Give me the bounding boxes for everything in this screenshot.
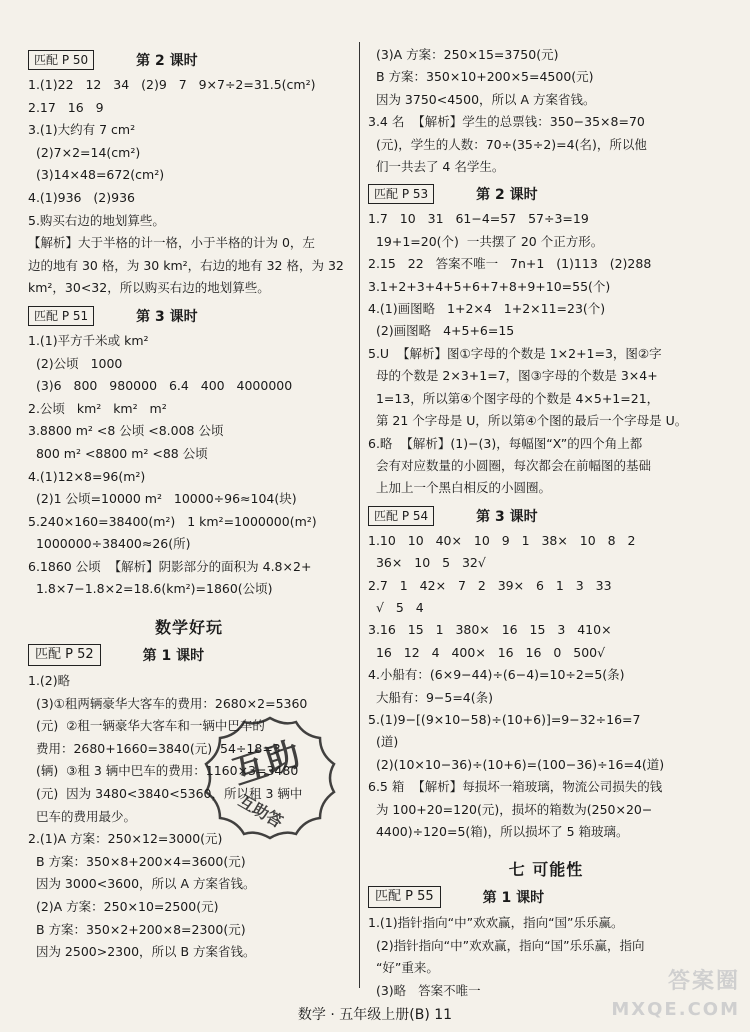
answer-line: (2)1 公顷=10000 m² 10000÷96≈104(块)	[28, 491, 297, 507]
answer-line: “好”重来。	[368, 960, 439, 976]
answer-line: 5.购买右边的地划算些。	[28, 212, 165, 228]
answer-line: 5.(1)9−[(9×10−58)÷(10+6)]=9−32÷16=7	[368, 711, 641, 727]
answer-line: 4.小船有：(6×9−44)÷(6−4)=10÷2=5(条)	[368, 667, 625, 683]
answer-line: 上加上一个黑白相反的小圆圈。	[368, 480, 551, 496]
lesson-header	[28, 306, 350, 326]
answer-line: 费用：2680+1660=3840(元) 54÷18=3	[28, 740, 281, 756]
answer-line: (3)①租两辆豪华大客车的费用：2680×2=5360	[28, 695, 308, 711]
answer-line: 1000000÷38400≈26(所)	[28, 536, 191, 552]
answer-line: 2.公顷 km² km² m²	[28, 400, 167, 416]
answer-line: 6.1860 公顷 【解析】阴影部分的面积为 4.8×2+	[28, 558, 312, 574]
answer-line: B 方案：350×2+200×8=2300(元)	[28, 921, 246, 937]
answer-line: 36× 10 5 32√	[368, 555, 486, 571]
page-ref-tag: 匹配 P 54	[368, 506, 434, 526]
answer-line: 【解析】大于半格的计一格，小于半格的计为 0，左	[28, 235, 315, 251]
answer-line: B 方案：350×10+200×5=4500(元)	[368, 69, 594, 85]
lesson-header	[28, 50, 350, 70]
answer-line: 因为 3750<4500，所以 A 方案省钱。	[368, 91, 596, 107]
answer-line: (2)(10×10−36)÷(10+6)=(100−36)÷16=4(道)	[368, 756, 665, 772]
answer-line: 1.(1)平方千米或 km²	[28, 332, 149, 348]
answer-line: (元)，学生的人数：70÷(35÷2)=4(名)，所以他	[368, 136, 647, 152]
answer-line: 16 12 4 400× 16 16 0 500√	[368, 644, 606, 660]
answer-line: 3.(1)大约有 7 cm²	[28, 122, 136, 138]
page-ref-tag: 匹配 P 55	[368, 886, 441, 908]
answer-line: (2)公顷 1000	[28, 355, 123, 371]
answer-line: 3.1+2+3+4+5+6+7+8+9+10=55(个)	[368, 278, 611, 294]
page-footer: 数学 · 五年级上册(B) 11	[297, 1007, 453, 1023]
lesson-title: 第 1 课时	[482, 890, 545, 907]
answer-line: 4.(1)936 (2)936	[28, 189, 135, 205]
lesson-title: 第 2 课时	[476, 187, 538, 204]
answer-line: (3)A 方案：250×15=3750(元)	[368, 47, 559, 62]
answer-line: √ 5 4	[368, 599, 424, 615]
answer-line: 第 21 个字母是 U，所以第④个图的最后一个字母是 U。	[368, 413, 688, 429]
lesson-header	[28, 644, 350, 666]
answer-line: 3.16 15 1 380× 16 15 3 410×	[368, 622, 612, 638]
answer-line: 母的个数是 2×3+1=7，图③字母的个数是 3×4+	[368, 368, 658, 384]
answer-line: 巴车的费用最少。	[28, 808, 136, 824]
answer-line: 2.(1)A 方案：250×12=3000(元)	[28, 831, 223, 847]
answer-line: (元) 因为 3480<3840<5360，所以租 3 辆中	[28, 786, 303, 802]
answer-line: (2)7×2=14(cm²)	[28, 144, 141, 160]
answer-line: (2)指针指向“中”欢欢赢，指向“国”乐乐赢，指向	[368, 937, 645, 953]
answer-line: (3)14×48=672(cm²)	[28, 167, 165, 183]
column-divider	[359, 42, 360, 988]
lesson-title: 第 3 课时	[136, 308, 198, 325]
answer-line: (元) ②租一辆豪华大客车和一辆中巴车的	[28, 718, 265, 734]
answer-line: 因为 2500>2300，所以 B 方案省钱。	[28, 944, 256, 960]
answer-line: 1.7 10 31 61−4=57 57÷3=19	[368, 211, 589, 227]
helper-stamp-icon	[196, 712, 344, 860]
page-ref-tag: 匹配 P 53	[368, 184, 434, 204]
answer-line: (2)画图略 4+5+6=15	[368, 323, 515, 339]
answer-line: 4.(1)画图略 1+2×4 1+2×11=23(个)	[368, 301, 606, 317]
answer-line: 4.(1)12×8=96(m²)	[28, 468, 146, 484]
lesson-title: 第 3 课时	[476, 508, 538, 525]
answer-line: 1.(2)略	[28, 673, 71, 689]
answer-line: (辆) ③租 3 辆中巴车的费用：1160×3=3480	[28, 763, 299, 779]
answer-line: B 方案：350×8+200×4=3600(元)	[28, 853, 246, 869]
lesson-header	[368, 184, 724, 204]
watermark-line1: 答案圈	[667, 969, 740, 994]
answer-line: (3)略 答案不唯一	[368, 982, 481, 998]
lesson-title: 第 2 课时	[136, 53, 198, 69]
answer-line: 2.7 1 42× 7 2 39× 6 1 3 33	[368, 577, 612, 593]
answer-line: (3)6 800 980000 6.4 400 4000000	[28, 378, 293, 394]
watermark-line2: MXQE.COM	[611, 999, 740, 1020]
answer-line: 3.4 名 【解析】学生的总票钱：350−35×8=70	[368, 114, 645, 130]
answer-line: 4400)÷120=5(箱)，所以损坏了 5 箱玻璃。	[368, 824, 629, 839]
page-ref-tag: 匹配 P 51	[28, 306, 94, 326]
lesson-header	[368, 506, 724, 526]
answer-line: km²，30<32，所以购买右边的地划算些。	[28, 280, 270, 296]
answer-line: 们一共去了 4 名学生。	[368, 159, 505, 175]
answer-line: 3.8800 m² <8 公顷 <8.008 公顷	[28, 423, 224, 439]
answer-line: 大船有：9−5=4(条)	[368, 689, 494, 705]
answer-line: 19+1=20(个) 一共摆了 20 个正方形。	[368, 233, 604, 249]
answer-line: 1=13，所以第④个图字母的个数是 4×5+1=21，	[368, 390, 660, 406]
answer-line: 1.10 10 40× 10 9 1 38× 10 8 2	[368, 532, 636, 548]
section-title: 数学好玩	[154, 618, 223, 638]
page-ref-tag: 匹配 P 52	[28, 644, 101, 666]
lesson-header	[368, 886, 724, 908]
answer-line: 2.17 16 9	[28, 99, 104, 115]
answer-line: 6.5 箱 【解析】每损坏一箱玻璃，物流公司损失的钱	[368, 779, 663, 795]
right-column	[368, 44, 724, 1002]
answer-line: 6.略 【解析】(1)−(3)，每幅图“X”的四个角上都	[368, 435, 643, 451]
stamp-text-top: 互助	[228, 734, 306, 794]
answer-line: (2)A 方案：250×10=2500(元)	[28, 899, 219, 914]
answer-line: 为 100+20=120(元)，损坏的箱数为(250×20−	[368, 801, 653, 817]
answer-line: 会有对应数量的小圆圈，每次都会在前幅图的基础	[368, 457, 651, 473]
answer-line: 5.240×160=38400(m²) 1 km²=1000000(m²)	[28, 513, 317, 529]
answer-line: 因为 3000<3600，所以 A 方案省钱。	[28, 876, 256, 892]
section-title: 七 可能性	[508, 860, 584, 880]
answer-line: 5.U 【解析】图①字母的个数是 1×2+1=3，图②字	[368, 345, 662, 361]
answer-line: 1.(1)22 12 34 (2)9 7 9×7÷2=31.5(cm²)	[28, 77, 316, 92]
answer-line: 1.8×7−1.8×2=18.6(km²)=1860(公顷)	[28, 581, 273, 597]
stamp-text-bottom: 互助答	[235, 791, 287, 832]
lesson-title: 第 1 课时	[142, 648, 205, 665]
answer-line: 2.15 22 答案不唯一 7n+1 (1)113 (2)288	[368, 256, 652, 272]
page-ref-tag: 匹配 P 50	[28, 50, 94, 70]
answer-line: 800 m² <8800 m² <88 公顷	[28, 445, 208, 461]
answer-line: 1.(1)指针指向“中”欢欢赢，指向“国”乐乐赢。	[368, 915, 624, 931]
answer-line: 边的地有 30 格，为 30 km²，右边的地有 32 格，为 32	[28, 257, 344, 273]
answer-line: (道)	[368, 734, 399, 750]
